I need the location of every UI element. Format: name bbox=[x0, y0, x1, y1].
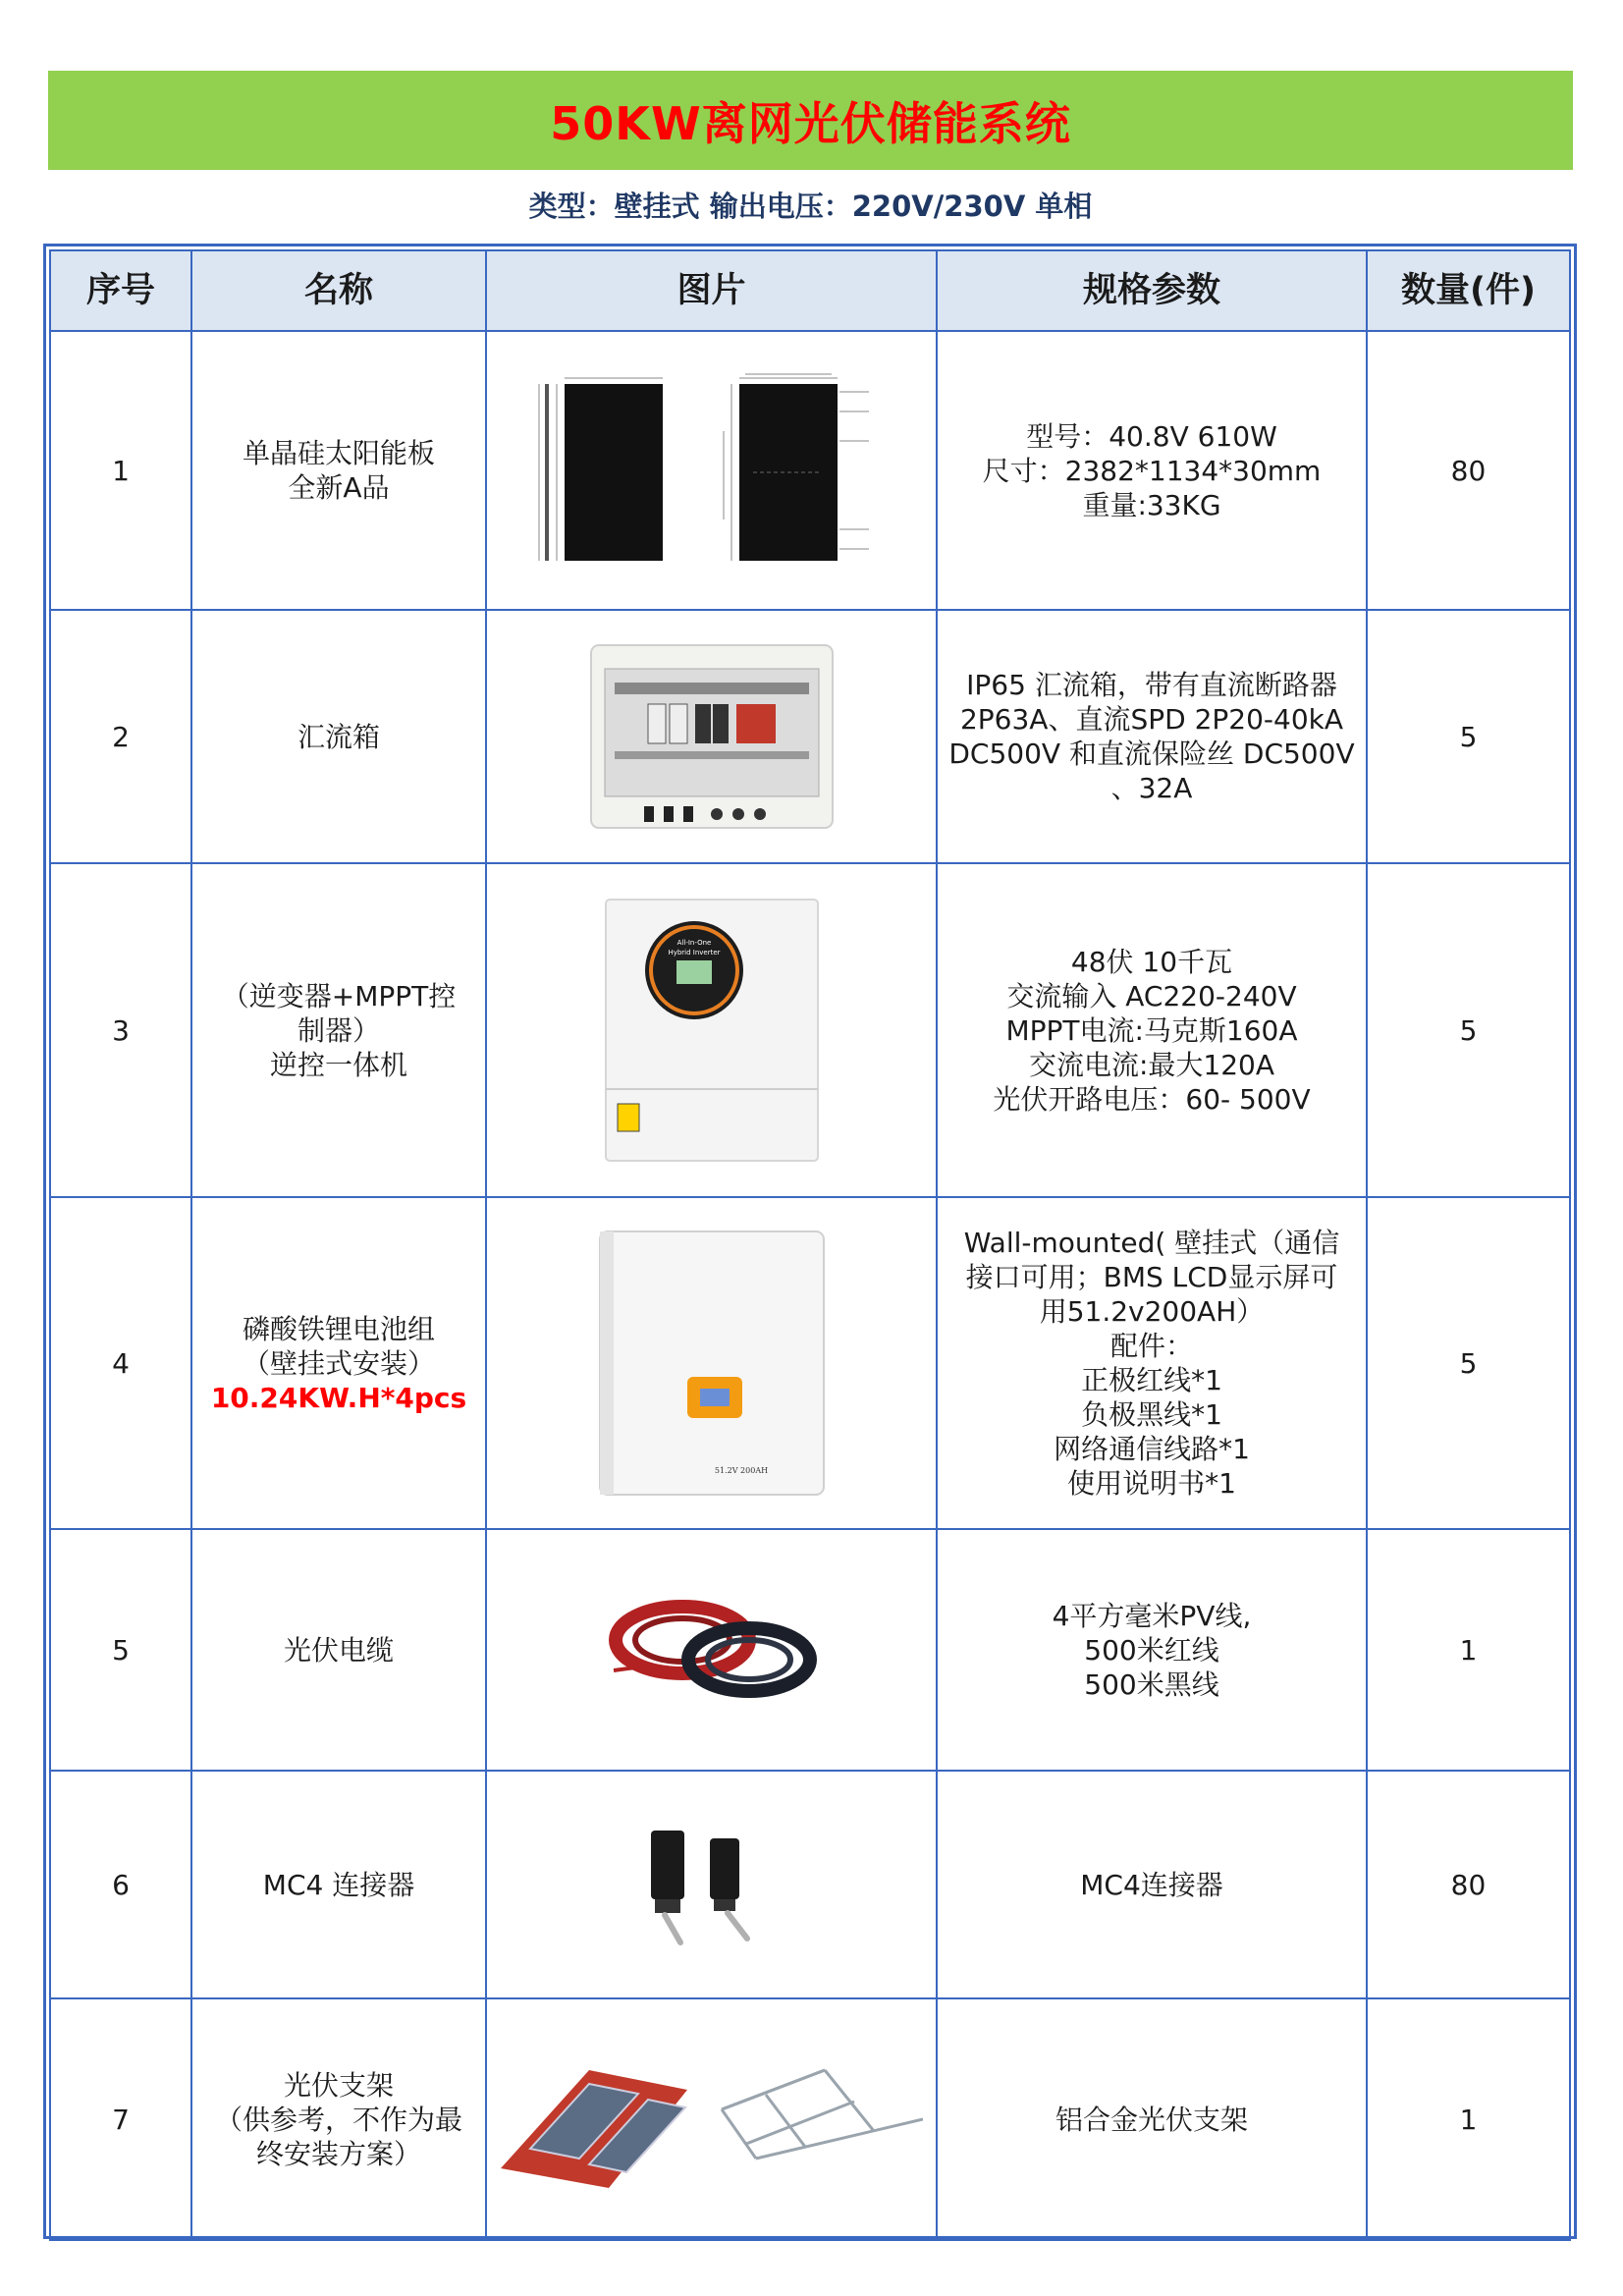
item-name-line: 制器） bbox=[297, 1013, 380, 1047]
item-quantity: 1 bbox=[1367, 1998, 1570, 2240]
spec-line: 光伏开路电压：60- 500V bbox=[993, 1082, 1311, 1116]
column-header-spec: 规格参数 bbox=[937, 250, 1367, 331]
item-name-line: 光伏电缆 bbox=[283, 1633, 394, 1667]
item-name-line: 逆控一体机 bbox=[269, 1048, 407, 1081]
item-quantity: 5 bbox=[1367, 610, 1570, 863]
spec-line: 4平方毫米PV线, bbox=[1052, 1599, 1252, 1632]
product-table bbox=[49, 249, 1571, 2241]
table-row bbox=[50, 1197, 1570, 1529]
pv-cable-icon bbox=[604, 1596, 820, 1704]
item-name-line: MC4 连接器 bbox=[262, 1868, 415, 1901]
spec-line: MC4连接器 bbox=[1080, 1868, 1223, 1901]
spec-line: 交流输入 AC220-240V bbox=[1006, 979, 1297, 1012]
item-image-cell bbox=[486, 1529, 937, 1771]
spec-line: 重量:33KG bbox=[1082, 488, 1221, 521]
spec-line: 、32A bbox=[1110, 772, 1193, 804]
row-number: 1 bbox=[50, 331, 191, 610]
spec-line: IP65 汇流箱，带有直流断路器 bbox=[966, 669, 1337, 701]
spec-line: MPPT电流:马克斯160A bbox=[1005, 1013, 1298, 1047]
item-image-cell bbox=[486, 1771, 937, 1998]
table-row bbox=[50, 331, 1570, 610]
item-spec bbox=[937, 1998, 1367, 2240]
battery-label: 51.2V 200AH bbox=[714, 1466, 768, 1475]
item-name bbox=[191, 1197, 486, 1529]
mounting-bracket-icon bbox=[501, 2050, 923, 2188]
item-quantity: 80 bbox=[1367, 1771, 1570, 1998]
spec-line: 2P63A、直流SPD 2P20-40kA bbox=[959, 703, 1344, 736]
combiner-box-icon bbox=[589, 643, 835, 830]
spec-line: 交流电流:最大120A bbox=[1028, 1048, 1275, 1081]
item-quantity: 5 bbox=[1367, 863, 1570, 1197]
spec-line: 铝合金光伏支架 bbox=[1055, 2103, 1248, 2136]
spec-line: 网络通信线路*1 bbox=[1054, 1433, 1250, 1465]
row-number: 7 bbox=[50, 1998, 191, 2240]
table-row bbox=[50, 1771, 1570, 1998]
spec-line: 48伏 10千瓦 bbox=[1070, 945, 1233, 978]
item-name bbox=[191, 610, 486, 863]
item-image-cell bbox=[486, 331, 937, 610]
row-number: 3 bbox=[50, 863, 191, 1197]
product-table-wrapper bbox=[43, 244, 1577, 2239]
page-subtitle: 类型：壁挂式 输出电压：220V/230V 单相 bbox=[528, 190, 1093, 223]
table-header-row bbox=[50, 250, 1570, 331]
item-spec bbox=[937, 863, 1367, 1197]
item-quantity: 5 bbox=[1367, 1197, 1570, 1529]
table-row bbox=[50, 1998, 1570, 2240]
spec-line: 用51.2v200AH） bbox=[1039, 1295, 1265, 1328]
mc4-connector-icon bbox=[633, 1821, 790, 1948]
item-name-line: （供参考，不作为最 bbox=[214, 2103, 462, 2136]
spec-line: 负极黑线*1 bbox=[1081, 1398, 1222, 1431]
table-row bbox=[50, 1529, 1570, 1771]
battery-pack-icon bbox=[594, 1228, 830, 1499]
item-name bbox=[191, 331, 486, 610]
item-name-line: 单晶硅太阳能板 bbox=[242, 437, 435, 469]
title-banner bbox=[48, 71, 1573, 170]
item-name-line: 全新A品 bbox=[288, 471, 390, 504]
inverter-icon bbox=[604, 898, 820, 1163]
item-name-highlight: 10.24KW.H*4pcs bbox=[210, 1381, 467, 1414]
solar-panel-icon bbox=[535, 372, 889, 569]
row-number: 2 bbox=[50, 610, 191, 863]
column-header-image: 图片 bbox=[486, 250, 937, 331]
spec-line: DC500V 和直流保险丝 DC500V bbox=[948, 738, 1355, 770]
page-title: 50KW离网光伏储能系统 bbox=[550, 96, 1071, 150]
item-spec bbox=[937, 610, 1367, 863]
item-name-line: （壁挂式安装） bbox=[242, 1346, 435, 1380]
item-name-line: 终安装方案） bbox=[255, 2137, 421, 2170]
item-spec bbox=[937, 1771, 1367, 1998]
item-quantity: 80 bbox=[1367, 331, 1570, 610]
item-quantity: 1 bbox=[1367, 1529, 1570, 1771]
item-spec bbox=[937, 1529, 1367, 1771]
spec-line: 接口可用；BMS LCD显示屏可 bbox=[965, 1261, 1338, 1293]
inverter-label-1: All-In-One bbox=[676, 939, 711, 947]
spec-line: 使用说明书*1 bbox=[1067, 1467, 1236, 1500]
item-name bbox=[191, 1529, 486, 1771]
row-number: 5 bbox=[50, 1529, 191, 1771]
item-name-line: 磷酸铁锂电池组 bbox=[242, 1312, 435, 1345]
spec-line: 500米红线 bbox=[1084, 1633, 1219, 1667]
inverter-label-2: Hybrid Inverter bbox=[667, 949, 721, 957]
row-number: 4 bbox=[50, 1197, 191, 1529]
item-name-line: （逆变器+MPPT控 bbox=[221, 979, 457, 1012]
item-name bbox=[191, 1771, 486, 1998]
item-image-cell bbox=[486, 1998, 937, 2240]
item-image-cell bbox=[486, 610, 937, 863]
column-header-name: 名称 bbox=[191, 250, 486, 331]
item-name-line: 光伏支架 bbox=[283, 2068, 394, 2102]
row-number: 6 bbox=[50, 1771, 191, 1998]
spec-line: 尺寸：2382*1134*30mm bbox=[982, 454, 1322, 487]
item-image-cell bbox=[486, 1197, 937, 1529]
item-image-cell bbox=[486, 863, 937, 1197]
table-row bbox=[50, 863, 1570, 1197]
spec-line: 500米黑线 bbox=[1084, 1667, 1219, 1701]
table-row bbox=[50, 610, 1570, 863]
spec-line: Wall-mounted( 壁挂式（通信 bbox=[963, 1227, 1340, 1259]
spec-line: 配件： bbox=[1109, 1330, 1193, 1362]
spec-line: 正极红线*1 bbox=[1081, 1364, 1222, 1396]
spec-line: 型号：40.8V 610W bbox=[1026, 419, 1277, 453]
item-spec bbox=[937, 1197, 1367, 1529]
item-name-line: 汇流箱 bbox=[297, 720, 380, 753]
column-header-no: 序号 bbox=[50, 250, 191, 331]
column-header-qty: 数量(件) bbox=[1367, 250, 1570, 331]
item-name bbox=[191, 863, 486, 1197]
item-name bbox=[191, 1998, 486, 2240]
item-spec bbox=[937, 331, 1367, 610]
